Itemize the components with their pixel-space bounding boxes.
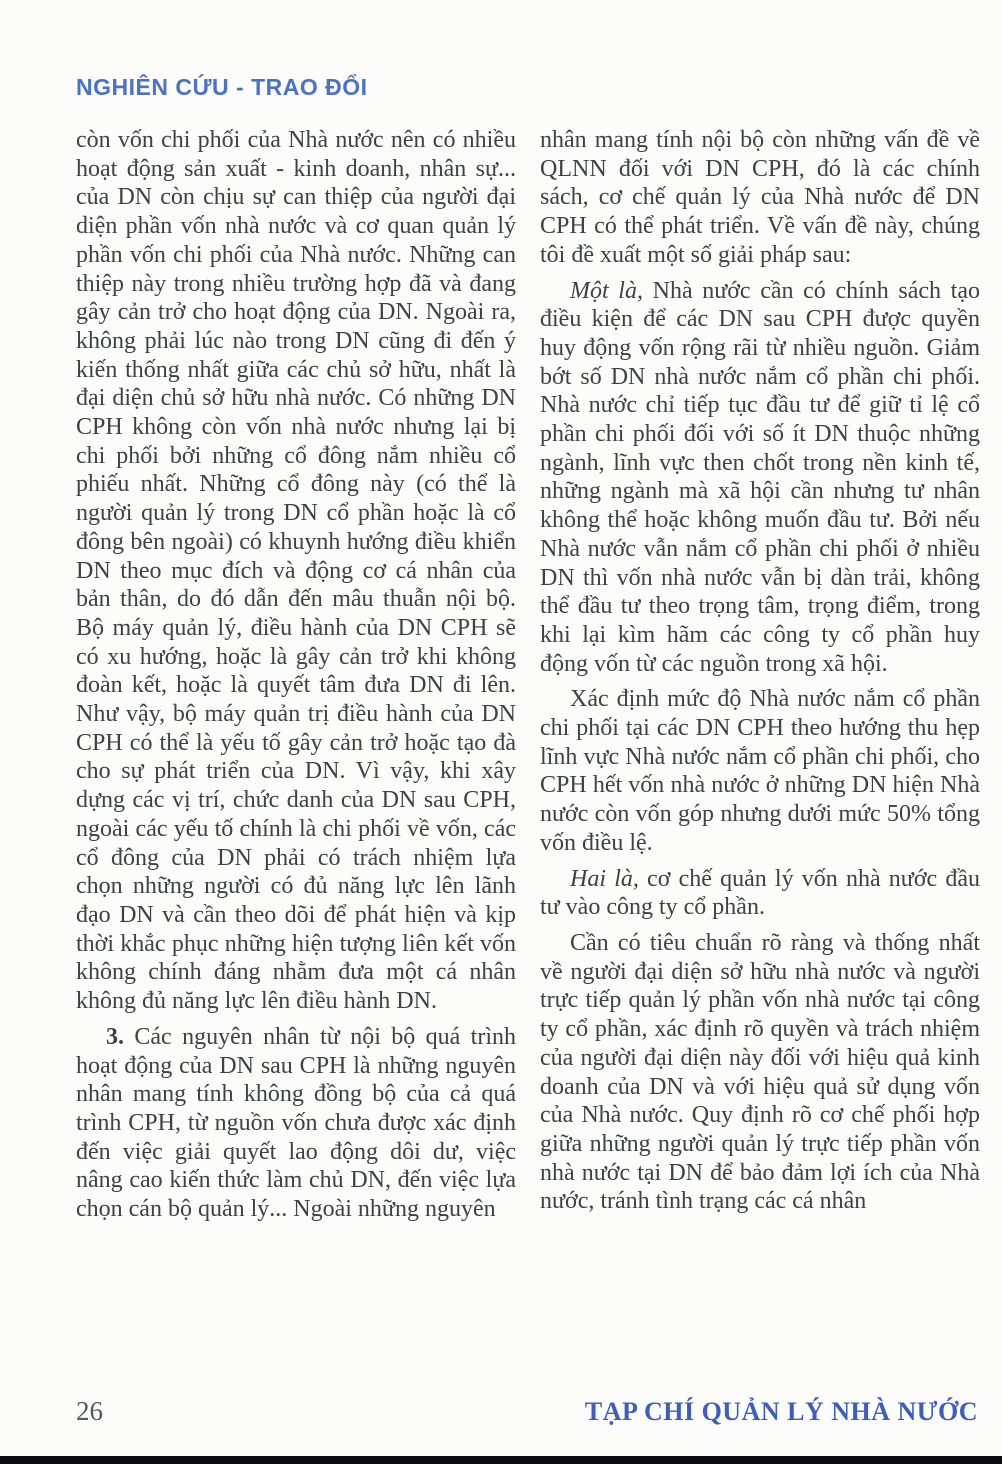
body-paragraph xyxy=(540,126,980,270)
body-paragraph xyxy=(540,929,980,1216)
text-columns xyxy=(76,126,980,1231)
paragraph-text: Nhà nước cần có chính sách tạo điều kiện để các DN sau CPH được quyền huy động vốn rộng rãi từ nhiều nguồn. Giảm bớt số DN nhà nước nắm cổ phần chi phối. Nhà nước chỉ tiếp tục đầu tư để giữ tỉ lệ cổ phần chi phối đối với số ít DN thuộc những ngành, lĩnh vực then chốt trong nền kinh tế, những ngành mà xã hội cần nhưng tư nhân không thể hoặc không muốn đầu tư. Bởi nếu Nhà nước vẫn nắm cổ phần chi phối ở nhiều DN thì vốn nhà nước vẫn bị dàn trải, không thể đầu tư theo trọng tâm, trọng điểm, trong khi lại kìm hãm các công ty cổ phần huy động vốn từ các nguồn trong xã hội. xyxy=(540,277,981,677)
paragraph-text: cơ chế quản lý vốn nhà nước đầu tư vào công ty cổ phần. xyxy=(540,865,980,921)
body-paragraph xyxy=(76,126,516,1016)
right-column xyxy=(540,126,980,1231)
body-paragraph xyxy=(76,1023,516,1224)
paragraph-text: còn vốn chi phối của Nhà nước nên có nhiều hoạt động sản xuất - kinh doanh, nhân sự... của DN còn chịu sự can thiệp của người đại diện phần vốn nhà nước và cơ quan quản lý phần vốn chi phối của Nhà nước. Những can thiệp này trong nhiều trường hợp đã và đang gây cản trở cho hoạt động của DN. Ngoài ra, không phải lúc nào trong DN cũng đi đến ý kiến thống nhất giữa các chủ sở hữu, nhất là đại diện chủ sở hữu nhà nước. Có những DN CPH không còn vốn nhà nước nhưng lại bị chi phối bởi những cổ đông nắm nhiều cổ phiếu nhất. Những cổ đông này (có thể là người quản lý trong DN cổ phần hoặc là cổ đông bên ngoài) có khuynh hướng điều khiển DN theo mục đích và động cơ cá nhân của bản thân, do đó dẫn đến mâu thuẫn nội bộ. Bộ máy quản lý, điều hành của DN CPH sẽ có xu hướng, hoặc là gây cản trở khi không đoàn kết, hoặc là quyết tâm đưa DN đi lên. Như vậy, bộ máy quản trị điều hành của DN CPH có thể là yếu tố gây cản trở hoặc tạo đà cho sự phát triển của DN. Vì vậy, khi xây dựng các vị trí, chức danh của DN sau CPH, ngoài các yếu tố chính là chi phối về vốn, các cổ đông của DN phải có trách nhiệm lựa chọn những người có đủ năng lực lên lãnh đạo DN và cần theo dõi để phát hiện và kịp thời khắc phục những hiện tượng liên kết vốn không chính đáng nhằm đưa một cá nhân không đủ năng lực lên điều hành DN. xyxy=(76,127,516,1015)
body-paragraph xyxy=(540,277,980,679)
journal-title: TẠP CHÍ QUẢN LÝ NHÀ NƯỚC xyxy=(584,1397,978,1426)
page-footer xyxy=(76,1396,978,1427)
paragraph-text: nhân mang tính nội bộ còn những vấn đề về QLNN đối với DN CPH, đó là các chính sách, cơ chế quản lý của Nhà nước để DN CPH có thể phát triển. Về vấn đề này, chúng tôi đề xuất một số giải pháp sau: xyxy=(540,127,980,268)
page-number: 26 xyxy=(76,1396,103,1426)
paragraph-text: Xác định mức độ Nhà nước nắm cổ phần chi phối tại các DN CPH theo hướng thu hẹp lĩnh vực Nhà nước nắm cổ phần chi phối, cho CPH hết vốn nhà nước ở những DN hiện Nhà nước còn vốn góp nhưng dưới mức 50% tổng vốn điều lệ. xyxy=(540,686,980,856)
body-paragraph xyxy=(540,865,980,922)
section-header: NGHIÊN CỨU - TRAO ĐỔI xyxy=(76,74,368,100)
paragraph-lead: Hai là, xyxy=(570,865,639,892)
paragraph-lead: 3. xyxy=(106,1023,124,1050)
scan-edge-bar xyxy=(0,1456,1002,1464)
paragraph-text: Các nguyên nhân từ nội bộ quá trình hoạt động của DN sau CPH là những nguyên nhân mang tính không đồng bộ của cả quá trình CPH, từ nguồn vốn chưa được xác định đến việc giải quyết lao động dôi dư, việc nâng cao kiến thức làm chủ DN, đến việc lựa chọn cán bộ quản lý... Ngoài những nguyên xyxy=(76,1023,516,1223)
paragraph-lead: Một là, xyxy=(570,277,643,304)
body-paragraph xyxy=(540,685,980,857)
paragraph-text: Cần có tiêu chuẩn rõ ràng và thống nhất về người đại diện sở hữu nhà nước và người trực tiếp quản lý phần vốn nhà nước tại công ty cổ phần, xác định rõ quyền và trách nhiệm của người đại diện này đối với hiệu quả kinh doanh của DN và với hiệu quả sử dụng vốn của Nhà nước. Quy định rõ cơ chế phối hợp giữa những người quản lý trực tiếp phần vốn nhà nước tại DN để bảo đảm lợi ích của Nhà nước, tránh tình trạng các cá nhân xyxy=(540,929,980,1215)
left-column xyxy=(76,126,516,1231)
